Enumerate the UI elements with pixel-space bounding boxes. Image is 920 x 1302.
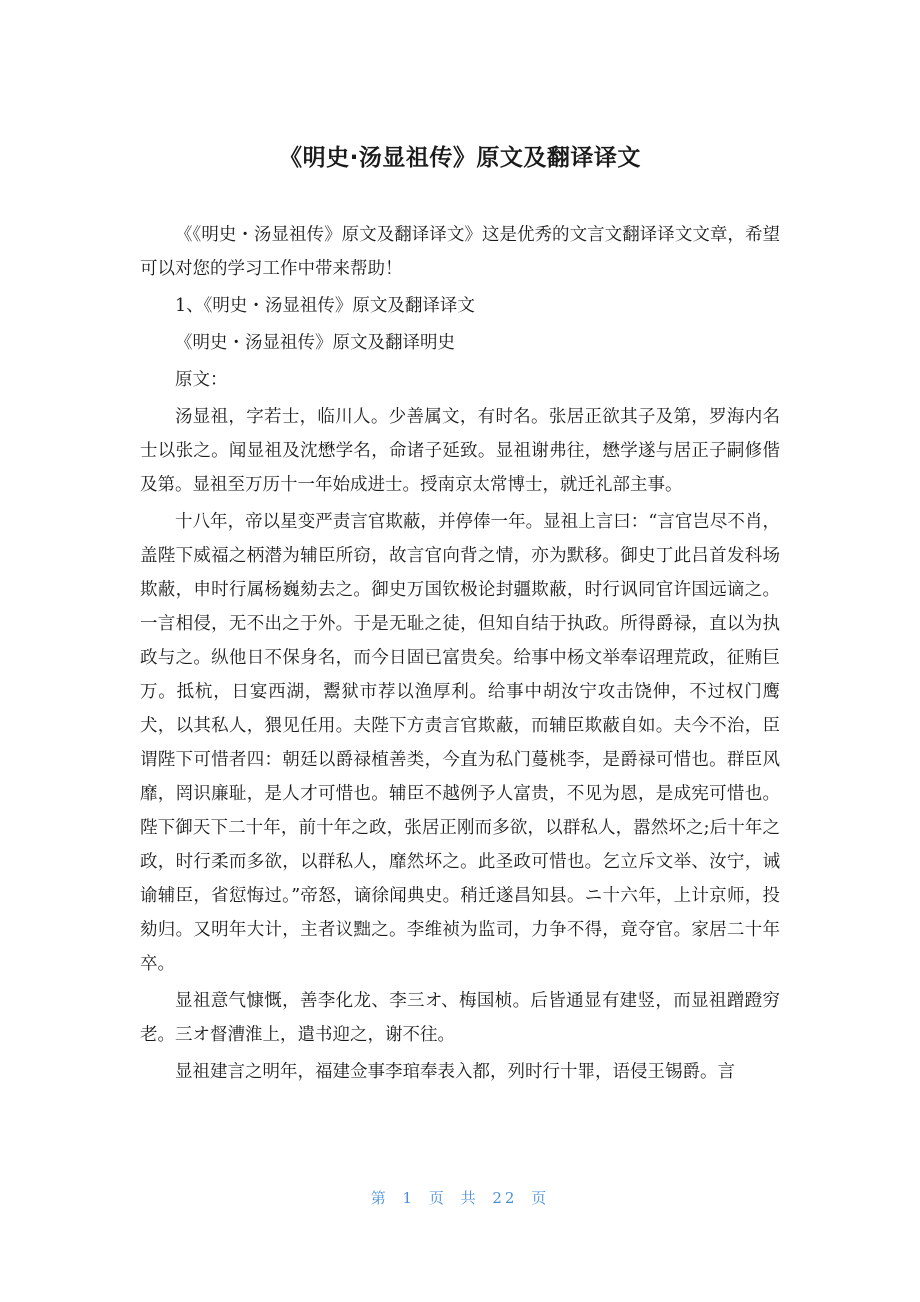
- body-paragraph: 十八年，帝以星变严责言官欺蔽，并停俸一年。显祖上言曰：“言官岂尽不肖，盖陛下威福之柄潜为辅臣所窃，故言官向背之情，亦为默移。御史丁此吕首发科场欺蔽，申时行属杨巍劾去之。御史万国钦极论封疆欺蔽，时行讽同官许国远谪之。一言相侵，无不出之于外。于是无耻之徒，但知自结于执政。所得爵禄，直以为执政与之。纵他日不保身名，而今日固已富贵矣。给事中杨文举奉诏理荒政，征贿巨万。抵杭，日宴西湖，鬻狱市荐以渔厚利。给事中胡汝宁攻击饶伸，不过权门鹰犬，以其私人，猥见任用。夫陛下方责言官欺蔽，而辅臣欺蔽自如。夫今不治，臣谓陛下可惜者四：朝廷以爵禄植善类，今直为私门蔓桃李，是爵禄可惜也。群臣风靡，罔识廉耻，是人才可惜也。辅臣不越例予人富贵，不见为恩，是成宪可惜也。陛下御天下二十年，前十年之政，张居正刚而多欲，以群私人，嚣然坏之;后十年之政，时行柔而多欲，以群私人，靡然坏之。此圣政可惜也。乞立斥文举、汝宁，诫谕辅臣，省愆悔过。”帝怒，谪徐闻典史。稍迁遂昌知县。ニ十六年，上计京师，投劾归。又明年大计，主者议黜之。李维祯为监司，力争不得，竟夺官。家居二十年卒。: [140, 512, 780, 974]
- page-label-middle: 页 共: [428, 1189, 479, 1207]
- document-title: 《明史·汤显祖传》原文及翻译译文: [279, 145, 641, 171]
- document-body: [140, 218, 780, 1092]
- page-label-suffix: 页: [531, 1189, 550, 1207]
- original-text-label: 原文：: [175, 370, 228, 390]
- intro-paragraph: 《《明史・汤显祖传》原文及翻译译文》这是优秀的文言文翻译译文文章，希望可以对您的学习工作中带来帮助！: [140, 225, 780, 279]
- subtitle-line: 《明史・汤显祖传》原文及翻译明史: [175, 333, 455, 353]
- page-number-footer: [0, 1184, 920, 1212]
- body-paragraph: 显祖建言之明年，福建佥事李琯奉表入都，列时行十罪，语侵王锡爵。言: [175, 1062, 735, 1082]
- body-paragraph: 显祖意气慷慨，善李化龙、李三オ、梅国桢。后皆通显有建竖，而显祖蹭蹬穷老。三オ督漕淮上，遣书迎之，谢不往。: [140, 991, 780, 1045]
- page-label-prefix: 第: [370, 1189, 389, 1207]
- current-page-number: 1: [402, 1189, 416, 1207]
- body-paragraph: 汤显祖，字若士，临川人。少善属文，有时名。张居正欲其子及第，罗海内名士以张之。闻显祖及沈懋学名，命诸子延致。显祖谢弗往，懋学遂与居正子嗣修偕及第。显祖至万历十一年始成进士。授南京太常博士，就迁礼部主事。: [140, 407, 780, 495]
- section-heading: 1、《明史・汤显祖传》原文及翻译译文: [175, 296, 475, 316]
- total-pages-number: 22: [492, 1189, 518, 1207]
